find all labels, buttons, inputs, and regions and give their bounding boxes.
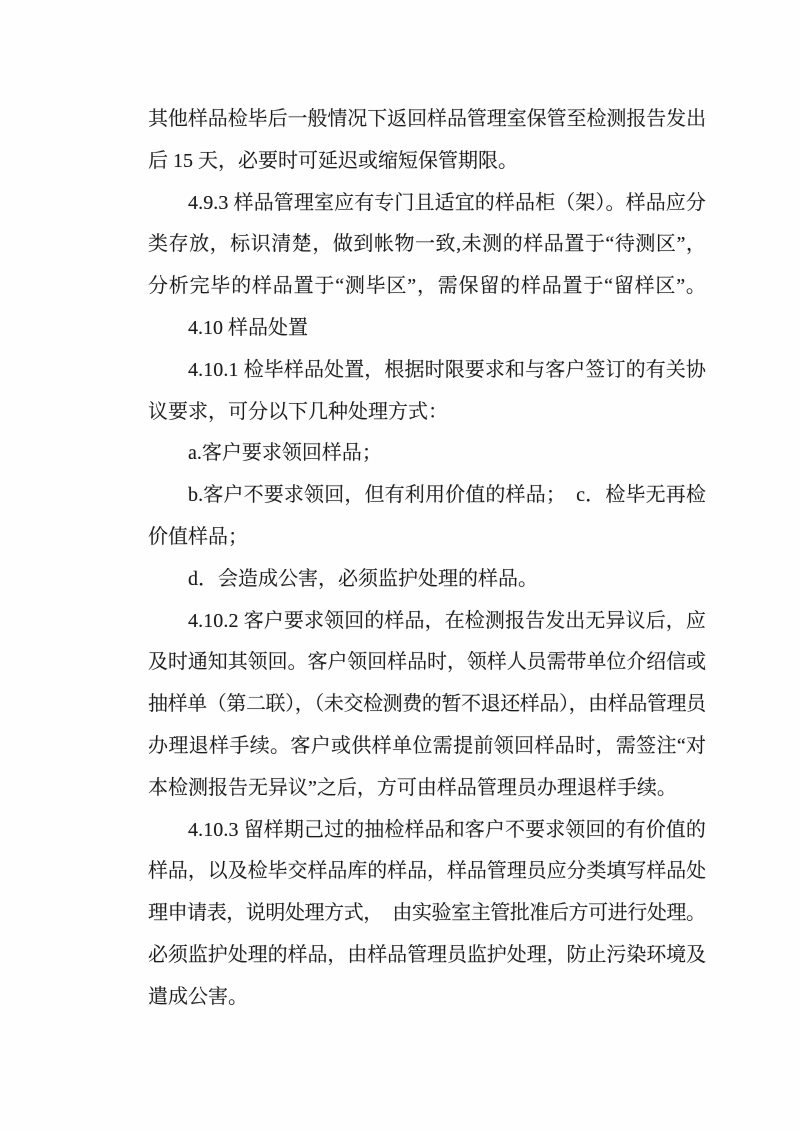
text-line-content: 必须监护处理的样品，由样品管理员监护处理，防止污染环境及 — [148, 943, 707, 966]
text-line-content: 其他样品检毕后一般情况下返回样品管理室保管至检测报告发出 — [148, 108, 707, 130]
text-line — [148, 601, 706, 643]
text-line — [148, 266, 706, 308]
text-line-content: 本检测报告无异议”之后，方可由样品管理员办理退样手续。 — [148, 776, 677, 799]
text-line-content: 理申请表，说明处理方式， 由实验室主管批准后方可进行处理。 — [148, 902, 706, 925]
text-line — [148, 141, 706, 183]
text-line-content: 后 15 天，必要时可延迟或缩短保管期限。 — [148, 149, 518, 172]
text-line-content: 价值样品； — [148, 525, 248, 548]
text-line — [148, 810, 706, 852]
text-line — [148, 977, 706, 1019]
text-line-content: 4.10.1 检毕样品处置，根据时限要求和与客户签订的有关协 — [188, 358, 706, 381]
text-line-content: 及时通知其领回。客户领回样品时，领样人员需带单位介绍信或 — [148, 651, 707, 674]
text-line — [148, 559, 706, 601]
text-line — [148, 726, 706, 768]
text-line — [148, 224, 706, 266]
text-line — [148, 433, 706, 475]
text-line-content: 4.9.3 样品管理室应有专门且适宜的样品柜（架）。样品应分 — [188, 191, 706, 214]
text-line — [148, 308, 706, 350]
text-line-content: a.客户要求领回样品； — [188, 442, 382, 465]
text-line-content: 4.10.2 客户要求领回的样品，在检测报告发出无异议后，应 — [188, 609, 706, 632]
text-line-content: 办理退样手续。客户或供样单位需提前领回样品时，需签注“对 — [148, 734, 707, 757]
text-line-content: 样品，以及检毕交样品库的样品，样品管理员应分类填写样品处 — [148, 860, 707, 883]
text-line — [148, 851, 706, 893]
text-line — [148, 642, 706, 684]
text-line-content: 分析完毕的样品置于“测毕区”，需保留的样品置于“留样区”。 — [148, 275, 707, 298]
text-line — [148, 392, 706, 434]
text-line — [148, 183, 706, 225]
text-line-content: 类存放，标识清楚，做到帐物一致,未测的样品置于“待测区”， — [148, 233, 707, 256]
text-line — [148, 350, 706, 392]
text-line-content: 4.10 样品处置 — [188, 316, 308, 339]
document-body — [148, 99, 706, 1019]
text-line — [148, 768, 706, 810]
text-line-content: d．会造成公害，必须监护处理的样品。 — [188, 567, 538, 590]
text-line-content: 4.10.3 留样期己过的抽检样品和客户不要求领回的有价值的 — [188, 818, 706, 841]
text-line-content: 议要求，可分以下几种处理方式： — [148, 400, 448, 423]
text-line — [148, 935, 706, 977]
text-line-content: 遣成公害。 — [148, 985, 248, 1008]
text-line — [148, 893, 706, 935]
text-line-content: 抽样单（第二联），（未交检测费的暂不退还样品），由样品管理员 — [148, 693, 706, 716]
text-line — [148, 517, 706, 559]
text-line-content: b.客户不要求领回，但有利用价值的样品； c．检毕无再检 — [188, 484, 707, 507]
text-line — [148, 475, 706, 517]
text-line — [148, 99, 706, 141]
text-line — [148, 684, 706, 726]
